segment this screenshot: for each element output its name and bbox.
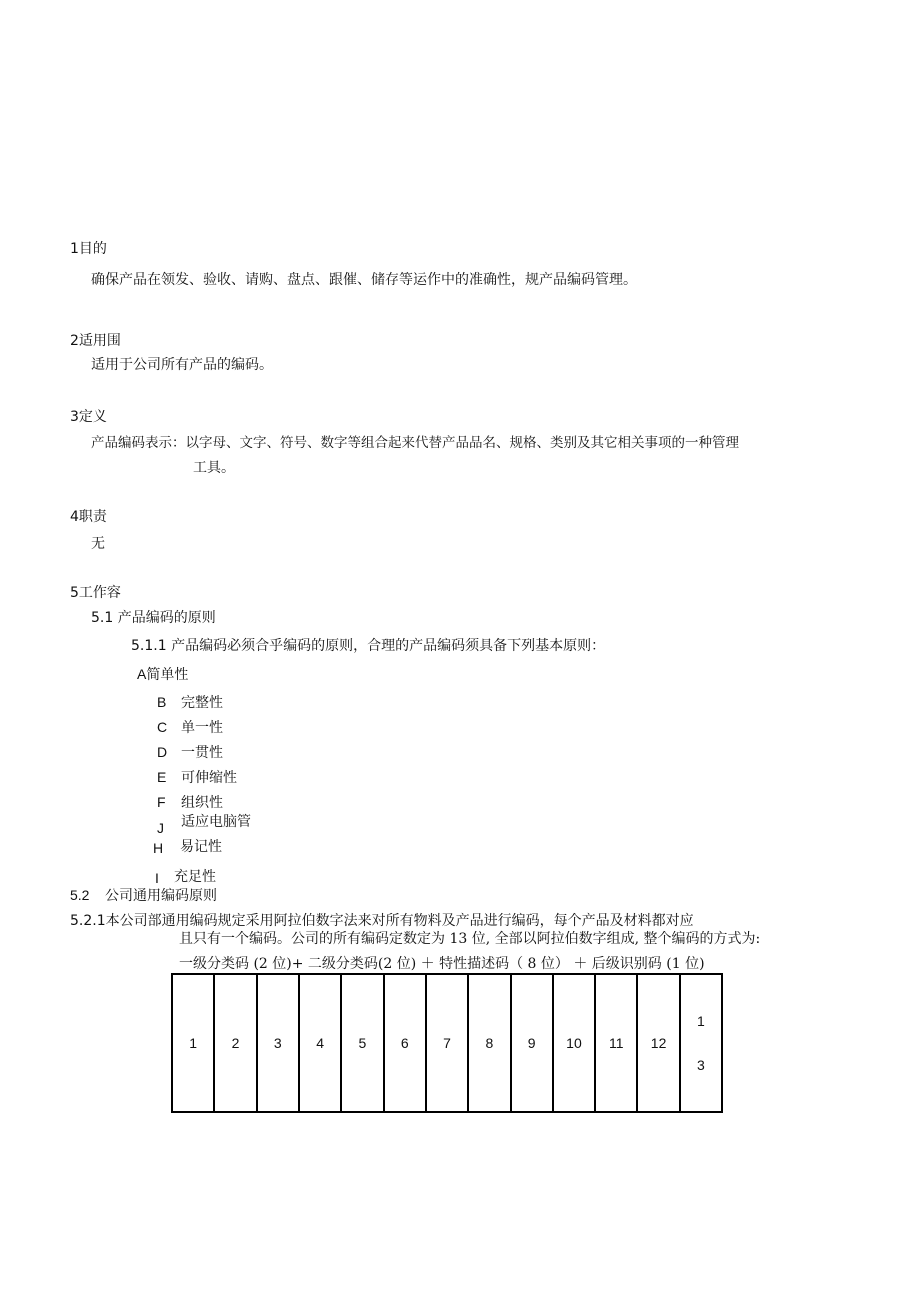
code-cell: 1: [173, 975, 215, 1111]
principle-letter: I: [155, 870, 159, 886]
principle-text: 简单性: [146, 667, 189, 683]
section-5-1-heading: 5.1 产品编码的原则: [91, 610, 216, 626]
principle-text: 适应电脑管: [181, 814, 251, 830]
section-5-2-heading: [70, 886, 217, 905]
section-2-body: 适用于公司所有产品的编码。: [91, 357, 273, 373]
section-5-2-title: 公司通用编码原则: [105, 888, 217, 904]
code-cell-13-bottom: 3: [697, 1057, 705, 1073]
principle-text: 组织性: [181, 795, 223, 811]
principle-text: 可伸缩性: [181, 770, 237, 786]
principle-c: [157, 718, 223, 737]
principle-a: [137, 665, 188, 684]
code-cell: 9: [512, 975, 554, 1111]
code-cell: 3: [258, 975, 300, 1111]
principle-h: [153, 837, 222, 856]
principle-text: 充足性: [174, 869, 216, 885]
principle-letter: E: [157, 769, 167, 785]
code-format-description: 一级分类码 (2 位)+ 二级分类码(2 位) ＋ 特性描述码（ 8 位） ＋ 后级识别码 (1 位): [179, 956, 705, 972]
principle-letter: A: [137, 666, 147, 682]
section-5-2-1-line2: 且只有一个编码。公司的所有编码定数定为 13 位, 全部以阿拉伯数字组成, 整个编码的方式为:: [179, 931, 761, 947]
principle-letter: D: [157, 744, 168, 760]
principle-b: [157, 693, 223, 712]
section-3-body-line1: 产品编码表示：以字母、文字、符号、数字等组合起来代替产品品名、规格、类别及其它相关事项的一种管理: [91, 435, 739, 451]
code-cell: 7: [427, 975, 469, 1111]
principle-text: 易记性: [180, 839, 222, 855]
principle-text: 单一性: [181, 720, 223, 736]
section-5-heading: 5工作容: [70, 585, 121, 601]
principle-letter: B: [157, 694, 167, 710]
code-cell: 8: [469, 975, 511, 1111]
section-1-body: 确保产品在领发、验收、请购、盘点、跟催、储存等运作中的准确性，规产品编码管理。: [91, 272, 637, 288]
section-4-heading: 4职责: [70, 509, 107, 525]
code-cell: 2: [215, 975, 257, 1111]
principle-e: [157, 768, 237, 787]
principle-letter: F: [157, 794, 166, 810]
section-2-heading: 2适用围: [70, 333, 121, 349]
section-3-heading: 3定义: [70, 409, 107, 425]
code-cell: 11: [596, 975, 638, 1111]
section-5-2-number: 5.2: [70, 887, 90, 903]
principle-i: [155, 867, 216, 886]
code-cell-13: [681, 975, 721, 1111]
code-cell: 12: [638, 975, 680, 1111]
code-cell: 6: [385, 975, 427, 1111]
section-4-body: 无: [91, 536, 105, 552]
principle-j: [157, 812, 251, 836]
section-5-1-1-text: 5.1.1 产品编码必须合乎编码的原则，合理的产品编码须具备下列基本原则：: [131, 638, 606, 654]
section-5-2-1-line1: 5.2.1本公司部通用编码规定采用阿拉伯数字法来对所有物料及产品进行编码，每个产品及材料都对应: [70, 913, 694, 929]
principle-text: 完整性: [181, 695, 223, 711]
principle-letter: J: [157, 820, 164, 836]
principle-d: [157, 743, 223, 762]
principle-letter: C: [157, 719, 168, 735]
principle-text: 一贯性: [181, 745, 223, 761]
section-1-heading: 1目的: [70, 241, 107, 257]
code-cell-13-top: 1: [697, 1013, 705, 1029]
section-3-body-line2: 工具。: [193, 460, 235, 476]
principle-f: [157, 793, 223, 812]
code-cell: 4: [300, 975, 342, 1111]
code-cell: 5: [342, 975, 384, 1111]
code-structure-table: [171, 973, 723, 1113]
code-cell: 10: [554, 975, 596, 1111]
principle-letter: H: [153, 840, 164, 856]
